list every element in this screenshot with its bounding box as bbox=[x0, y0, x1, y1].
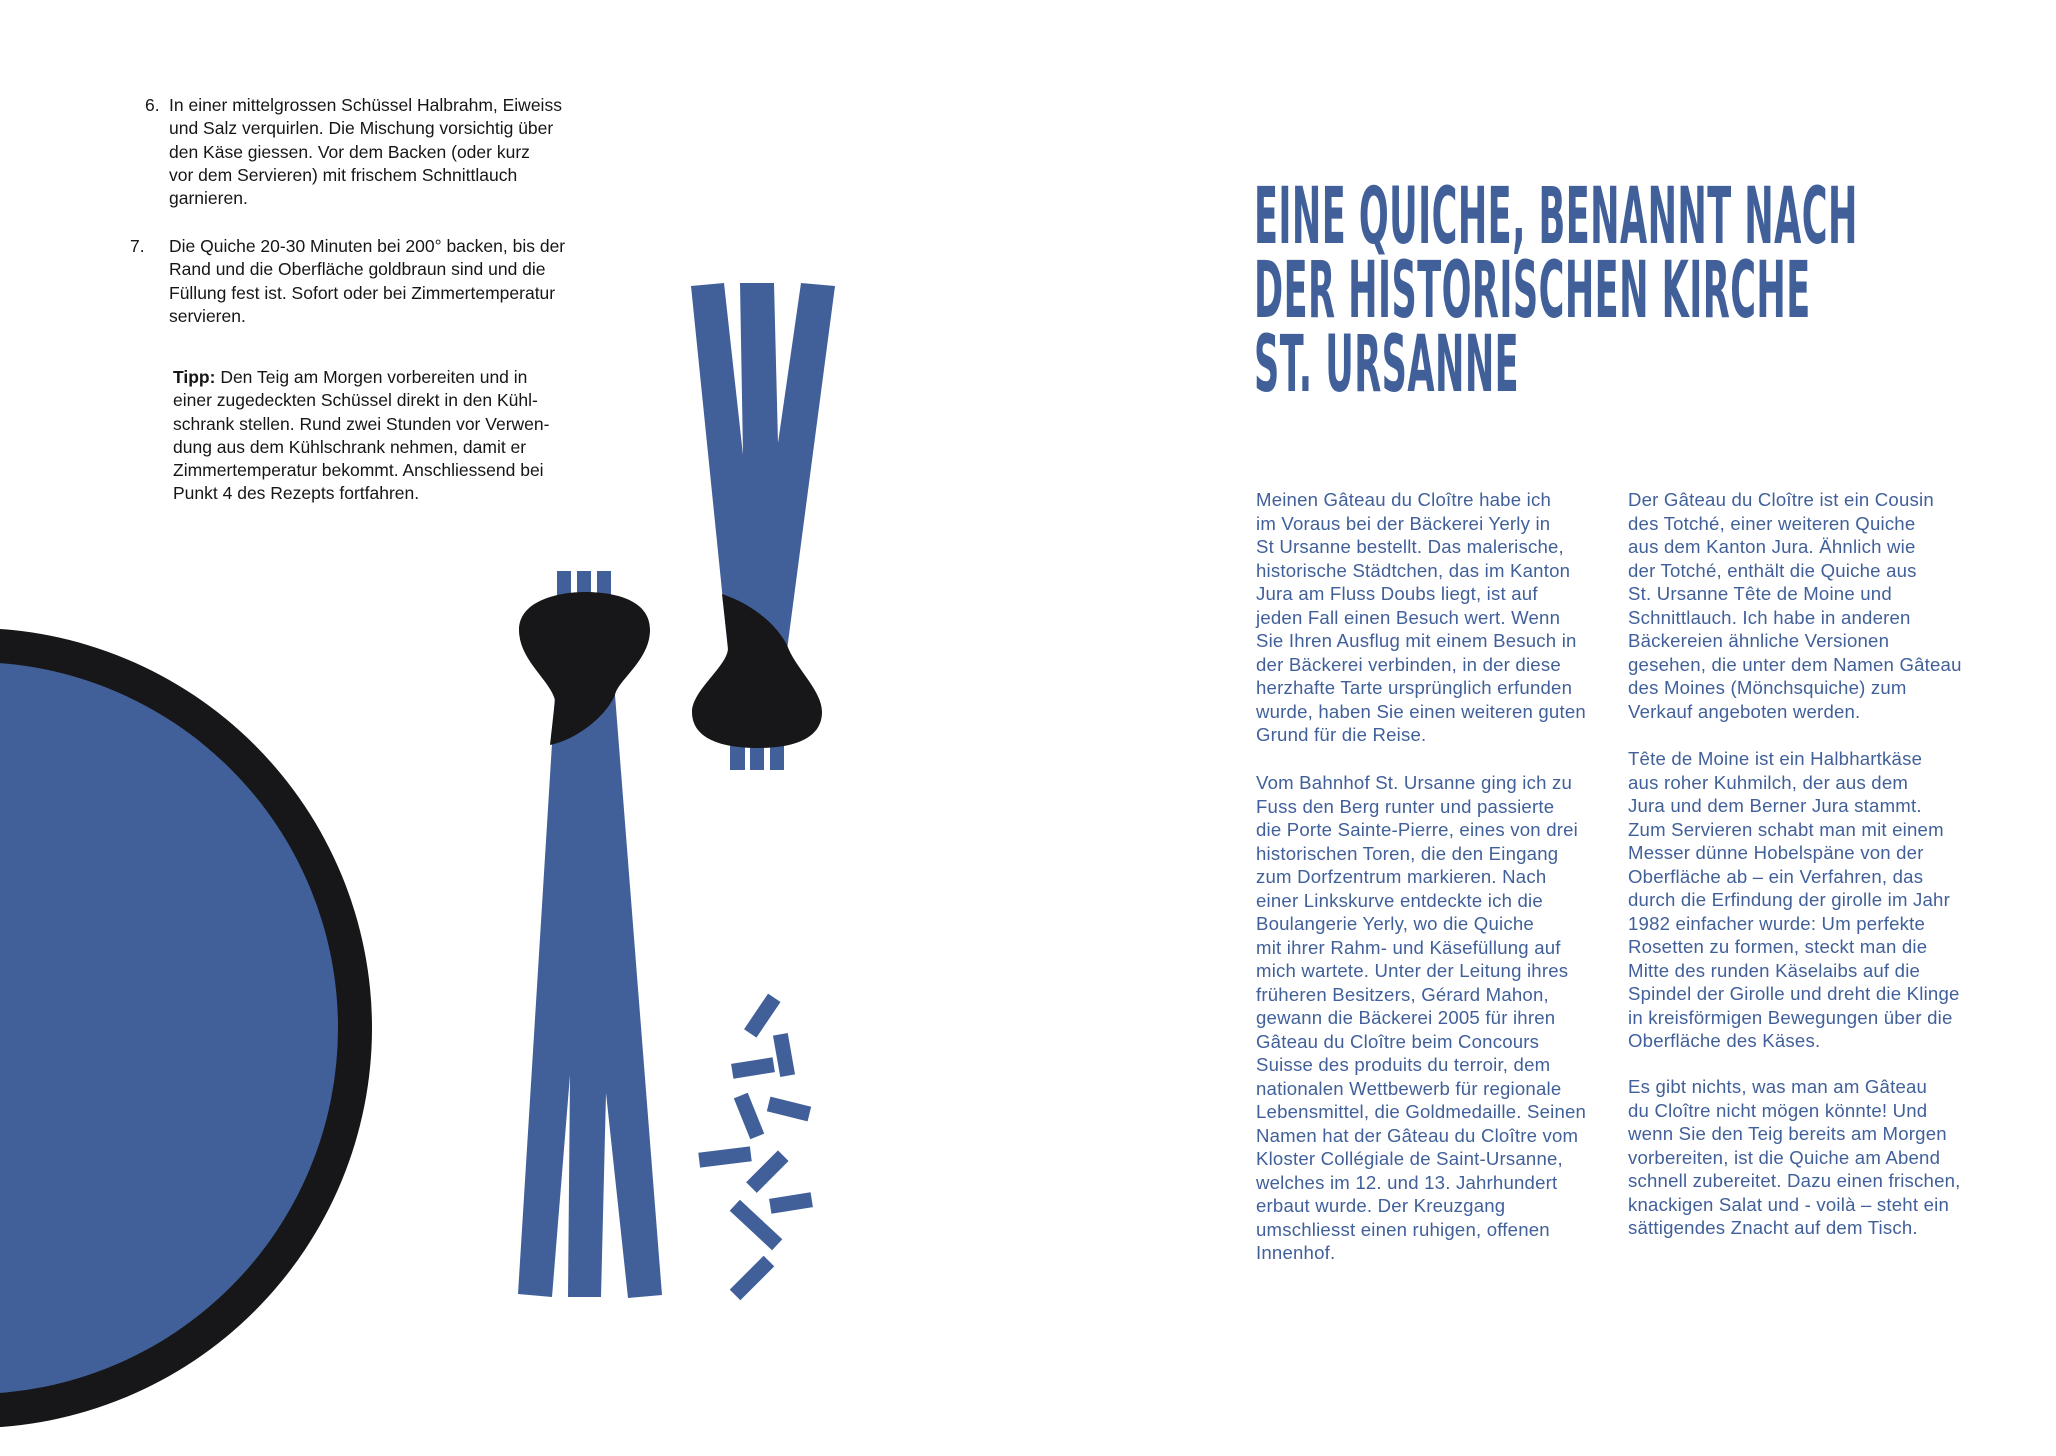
tip-box bbox=[173, 366, 593, 506]
title-line: DER HISTORISCHEN KIRCHE bbox=[1254, 246, 1811, 336]
title-line: ST. URSANNE bbox=[1254, 320, 1520, 410]
step-text: Die Quiche 20-30 Minuten bei 200° backen, bis der Rand und die Oberfläche goldbraun sind und die Füllung fest ist. Sofort oder bei Zimmertemperatur servieren. bbox=[169, 236, 566, 326]
paragraph: Meinen Gâteau du Cloître habe ich im Voraus bei der Bäckerei Yerly in St Ursanne bestellt. Das malerische, historische Städtchen, das im Kanton Jura am Fluss Doubs liegt, ist auf jeden Fall einen Besuch wert. Wenn Sie Ihren Ausflug mit einem Besuch in der Bäckerei verbinden, in der diese herzhafte Tarte ursprünglich erfunden wurde, haben Sie einen weiteren guten Grund für die Reise. bbox=[1256, 489, 1586, 745]
paragraph: Der Gâteau du Cloître ist ein Cousin des Totché, einer weiteren Quiche aus dem Kanton Jura. Ähnlich wie der Totché, enthält die Quiche aus St. Ursanne Tête de Moine und Schnittlauch. Ich habe in anderen Bäckereien ähnliche Versionen gesehen, die unter dem Namen Gâteau des Moines (Mönchsquiche) zum Verkauf angeboten werden. bbox=[1628, 489, 1962, 722]
tip-label: Tipp: bbox=[173, 367, 216, 387]
chives-icon bbox=[698, 994, 813, 1301]
paragraph: Tête de Moine ist ein Halbhartkäse aus roher Kuhmilch, der aus dem Jura und dem Berner Jura stammt. Zum Servieren schabt man mit einem Messer dünne Hobelspäne von der Oberfläche ab – ein Verfahren, das durch die Erfindung der girolle im Jahr 1982 einfacher wurde: Um perfekte Rosetten zu formen, steckt man die Mitte des runden Käselaibs auf die Spindel der Girolle und dreht die Klinge in kreisförmigen Bewegungen über die Oberfläche des Käses. bbox=[1628, 748, 1960, 1051]
step-number: 7. bbox=[130, 236, 145, 256]
spring-onion-icon bbox=[691, 283, 835, 770]
tip-text: Den Teig am Morgen vorbereiten und in einer zugedeckten Schüssel direkt in den Kühl- schrank stellen. Rund zwei Stunden vor Verwen- dung aus dem Kühlschrank nehmen, damit er Zimmertemperatur bekommt. Anschliessend bei Punkt 4 des Rezepts fortfahren. bbox=[173, 367, 550, 504]
plate-icon bbox=[0, 628, 372, 1428]
step-number: 6. bbox=[145, 95, 160, 115]
title-line: EINE QUICHE, BENANNT NACH bbox=[1254, 172, 1858, 262]
spring-onion-icon bbox=[518, 571, 662, 1298]
paragraph: Vom Bahnhof St. Ursanne ging ich zu Fuss den Berg runter und passierte die Porte Sainte-Pierre, eines von drei historischen Toren, die den Eingang zum Dorfzentrum markieren. Nach einer Linkskurve entdeckte ich die Boulangerie Yerly, wo die Quiche mit ihrer Rahm- und Käsefüllung auf mich wartete. Unter der Leitung ihres früheren Besitzers, Gérard Mahon, gewann die Bäckerei 2005 für ihren Gâteau du Cloître beim Concours Suisse des produits du terroir, dem nationalen Wettbewerb für regionale Lebensmittel, die Goldmedaille. Seinen Namen hat der Gâteau du Cloître vom Kloster Collégiale de Saint-Ursanne, welches im 12. und 13. Jahrhundert erbaut wurde. Der Kreuzgang umschliesst einen ruhigen, offenen Innenhof. bbox=[1256, 772, 1587, 1263]
paragraph: Es gibt nichts, was man am Gâteau du Cloître nicht mögen könnte! Und wenn Sie den Teig bereits am Morgen vorbereiten, ist die Quiche am Abend schnell zubereitet. Dazu einen frischen, knackigen Salat und - voilà – steht ein sättigendes Znacht auf dem Tisch. bbox=[1628, 1076, 1961, 1238]
step-text: In einer mittelgrossen Schüssel Halbrahm, Eiweiss und Salz verquirlen. Die Mischung vorsichtig über den Käse giessen. Vor dem Backen (oder kurz vor dem Servieren) mit frischem Schnittlauch garnieren. bbox=[169, 95, 562, 209]
page-title bbox=[1254, 172, 2056, 410]
